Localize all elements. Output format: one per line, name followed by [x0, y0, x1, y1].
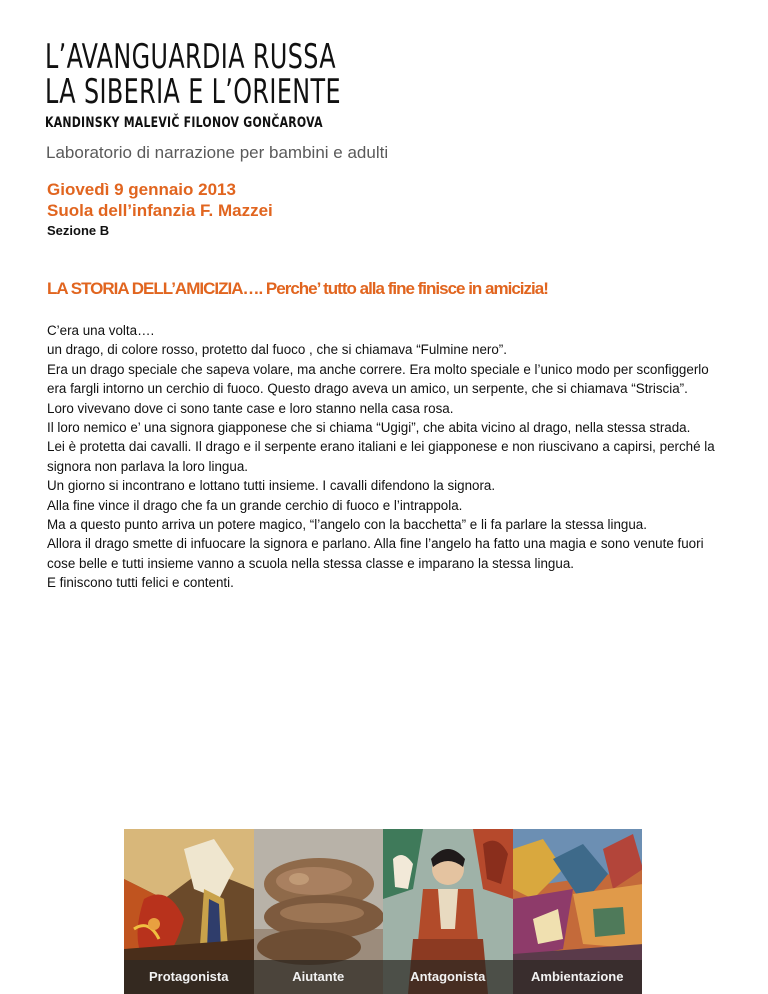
story-line: Allora il drago smette di infuocare la signora e parlano. Alla fine l’angelo ha fatto una magia e sono venute fuori cose belle e tutti insieme vanno a scuola nella stessa classe e imparano la stessa lingua.	[47, 536, 704, 571]
artists-list: KANDINSKY MALEVIČ FILONOV GONČAROVA	[45, 115, 323, 131]
title-line-1: L’AVANGUARDIA RUSSA	[45, 37, 336, 77]
caption-antagonista: Antagonista	[410, 969, 486, 984]
story-line: un drago, di colore rosso, protetto dal fuoco , che si chiamava “Fulmine nero”.	[47, 342, 507, 358]
panel-protagonista	[124, 829, 254, 994]
story-line: C’era una volta….	[47, 323, 155, 338]
story-line: Un giorno si incontrano e lottano tutti insieme. I cavalli difendono la signora.	[47, 478, 496, 494]
panel-ambientazione	[513, 829, 643, 994]
story-title: LA STORIA DELL’AMICIZIA…. Perche’ tutto alla fine finisce in amicizia!	[47, 279, 548, 298]
caption-ambientazione: Ambientazione	[531, 969, 624, 984]
story-line: Loro vivevano dove ci sono tante case e loro stanno nella casa rosa.	[47, 400, 454, 416]
caption-aiutante: Aiutante	[292, 969, 345, 984]
exhibition-title	[45, 37, 424, 112]
event-date: Giovedì 9 gennaio 2013	[47, 180, 236, 199]
panel-aiutante	[254, 829, 384, 994]
story-text	[47, 321, 727, 593]
section-label: Sezione B	[47, 223, 110, 238]
story-line: Ma a questo punto arriva un potere magico, “l’angelo con la bacchetta” e li fa parlare la stessa lingua.	[47, 517, 647, 533]
subtitle: Laboratorio di narrazione per bambini e adulti	[46, 143, 389, 162]
title-line-2: LA SIBERIA E L’ORIENTE	[45, 72, 341, 112]
story-line: Lei è protetta dai cavalli. Il drago e il serpente erano italiani e lei giapponese e non riuscivano a capirsi, perché la signora non parlava la loro lingua.	[47, 439, 715, 474]
caption-protagonista: Protagonista	[149, 969, 229, 984]
school-name: Suola dell’infanzia F. Mazzei	[47, 201, 273, 220]
story-line: Alla fine vince il drago che fa un grande cerchio di fuoco e l’intrappola.	[47, 497, 463, 513]
story-line: Il loro nemico e’ una signora giapponese che si chiama “Ugigi”, che abita vicino al drago, nella stessa strada.	[47, 420, 691, 436]
story-line: E finiscono tutti felici e contenti.	[47, 575, 234, 591]
story-line: Era un drago speciale che sapeva volare, ma anche correre. Era molto speciale e l’unico modo per sconfiggerlo era fargli intorno un cerchio di fuoco. Questo drago aveva un amico, un serpente, che si chiamava “Striscia”.	[47, 361, 709, 397]
panel-antagonista	[383, 829, 513, 994]
painting-strip	[124, 829, 642, 994]
